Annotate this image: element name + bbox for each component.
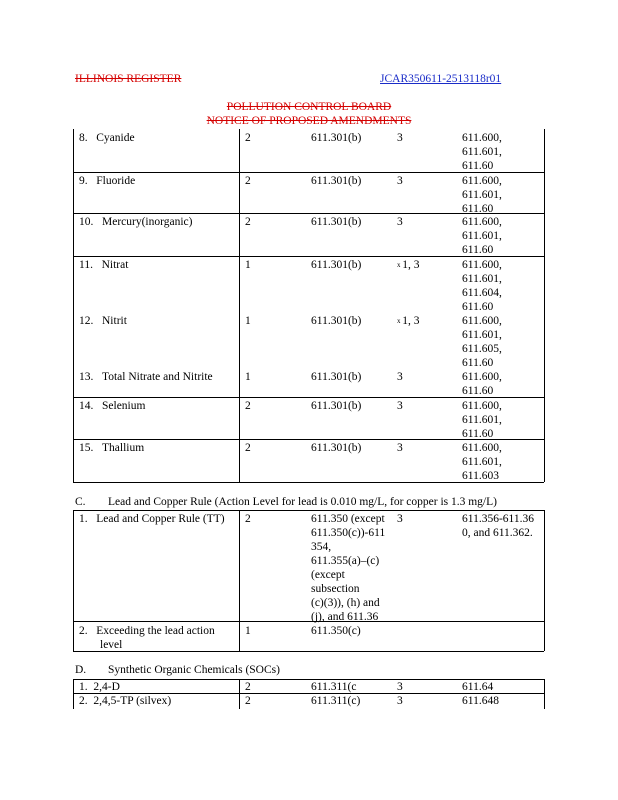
table-cell: 611.301(b) [311, 371, 362, 383]
table-cell: 611.600, 611.60 [462, 371, 502, 397]
section-d-title: Synthetic Organic Chemicals (SOCs) [108, 664, 280, 676]
table-cell: 3 [397, 681, 403, 693]
section-c-letter: C. [75, 496, 86, 508]
table-cell: 3 [397, 400, 403, 412]
table-row: 15. Thallium [79, 442, 145, 454]
table-cell: 611.301(b) [311, 442, 362, 454]
table-cell: 3 [397, 216, 403, 228]
table-row: 11. Nitrat [79, 259, 129, 271]
table-cell: 3 [397, 132, 403, 144]
table-cell: 2 [245, 132, 251, 144]
table-cell: 2 [245, 400, 251, 412]
table-cell: 611.301(b) [311, 400, 362, 412]
column-divider [239, 129, 240, 482]
table-cell: 611.64 [462, 681, 494, 693]
table-cell: 3 [397, 513, 403, 525]
section-d-letter: D. [75, 664, 87, 676]
table-row: 1. 2,4-D [79, 681, 120, 693]
table-cell: 611.600, 611.601, 611.605, 611.60 [462, 315, 502, 369]
table-cell: 611.301(b) [311, 175, 362, 187]
table-cell: 1 [245, 259, 251, 271]
table-cell: 611.311(c) [311, 695, 361, 707]
table-cell: 2 [245, 442, 251, 454]
agency-title: POLLUTION CONTROL BOARD [226, 101, 392, 113]
table-cell: 611.301(b) [311, 315, 362, 327]
table-cell: 3 [397, 695, 403, 707]
table-cell: 611.600, 611.601, 611.60 [462, 132, 502, 172]
jcar-code-link[interactable]: JCAR350611-2513118r01 [380, 73, 502, 85]
table-cell: 2 [245, 175, 251, 187]
table-cell: 3 [397, 371, 403, 383]
table-row: 1. Lead and Copper Rule (TT) [79, 513, 225, 525]
register-header: ILLINOIS REGISTER [75, 73, 182, 85]
table-row: 13. Total Nitrate and Nitrite [79, 371, 213, 383]
table-row: 8. Cyanide [79, 132, 135, 144]
table-row: 2. Exceeding the lead action level [79, 625, 215, 651]
table-cell: 1 [245, 625, 251, 637]
table-cell: 611.356-611.36 0, and 611.362. [462, 513, 534, 539]
table-cell: 611.311(c [311, 681, 357, 693]
notice-title: NOTICE OF PROPOSED AMENDMENTS [206, 115, 412, 127]
table-cell: 611.350 (except 611.350(c))-611 354, 611.355(a)–(c) (except subsection (c)(3)), (h) and (j), and 611.36 [311, 513, 386, 623]
table-cell: 611.301(b) [311, 132, 362, 144]
table-cell: 1 [245, 371, 251, 383]
table-cell: 1 [245, 315, 251, 327]
table-row: 12. Nitrit [79, 315, 127, 327]
table-cell: 611.600, 611.601, 611.60 [462, 400, 502, 440]
table-cell: 2 [245, 513, 251, 525]
table-cell: 611.600, 611.601, 611.604, 611.60 [462, 259, 502, 313]
table-cell: 611.301(b) [311, 259, 362, 271]
table-cell: 2 [245, 216, 251, 228]
table-cell: 611.648 [462, 695, 499, 707]
table-row: 10. Mercury(inorganic) [79, 216, 193, 228]
table-cell: 2 [245, 695, 251, 707]
table-cell: 611.301(b) [311, 216, 362, 228]
column-divider [73, 129, 74, 482]
table-row: 14. Selenium [79, 400, 146, 412]
table-cell: 611.350(c) [311, 625, 361, 637]
column-divider [544, 129, 545, 482]
table-cell: $^x$ 1, 3 [397, 259, 420, 271]
table-cell: $^x$ 1, 3 [397, 315, 420, 327]
table-cell: 2 [245, 681, 251, 693]
section-c-title: Lead and Copper Rule (Action Level for lead is 0.010 mg/L, for copper is 1.3 mg/L) [108, 496, 497, 508]
table-row: 9. Fluoride [79, 175, 136, 187]
table-cell: 3 [397, 442, 403, 454]
table-row: 2. 2,4,5-TP (silvex) [79, 695, 172, 707]
table-cell: 611.600, 611.601, 611.60 [462, 216, 502, 256]
table-cell: 3 [397, 175, 403, 187]
table-cell: 611.600, 611.601, 611.60 [462, 175, 502, 215]
table-cell: 611.600, 611.601, 611.603 [462, 442, 502, 482]
